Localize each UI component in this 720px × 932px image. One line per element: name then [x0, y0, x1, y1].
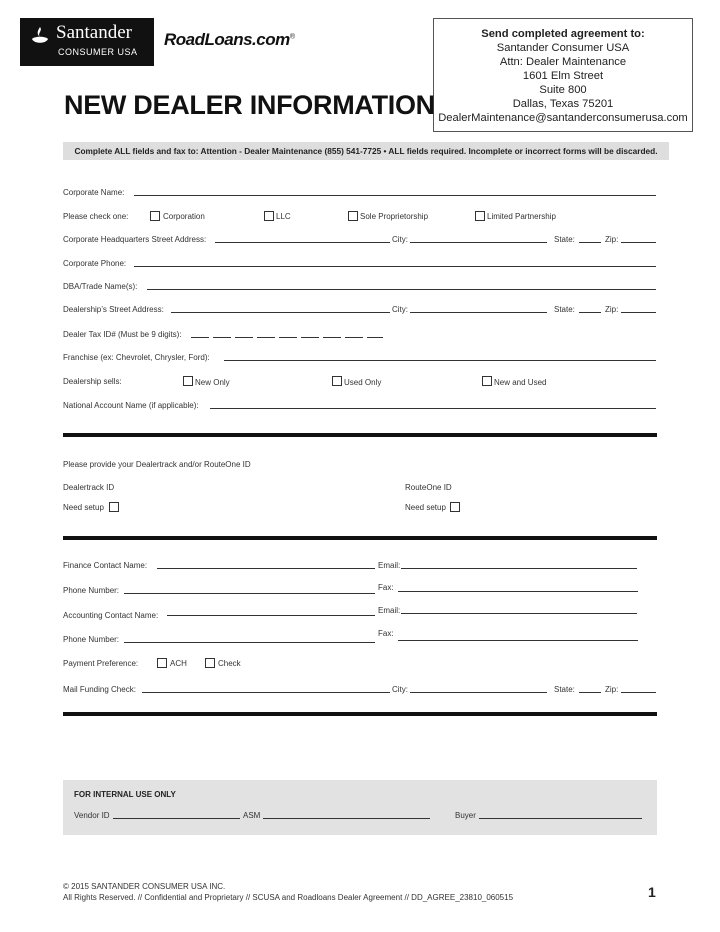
check-label: Check [218, 659, 241, 668]
dealertrack-id-label: Dealertrack ID [63, 483, 115, 492]
dealer-id-prompt: Please provide your Dealertrack and/or RouteOne ID [63, 460, 251, 469]
send-line: 1601 Elm Street [522, 70, 604, 82]
franchise-field[interactable] [224, 360, 656, 361]
finance-email-field[interactable] [401, 568, 637, 569]
llc-label: LLC [276, 212, 291, 221]
accounting-contact-field[interactable] [167, 615, 375, 616]
ach-checkbox[interactable] [157, 658, 167, 668]
flame-icon [30, 26, 50, 46]
finance-email-label: Email: [378, 561, 401, 570]
new-only-label: New Only [195, 378, 230, 387]
send-to-box [433, 18, 693, 132]
sole-proprietorship-checkbox[interactable] [348, 211, 358, 221]
tax-id-digit[interactable] [257, 337, 275, 338]
mail-state-label: State: [554, 685, 575, 694]
send-heading: Send completed agreement to: [481, 28, 645, 40]
corporate-name-field[interactable] [134, 195, 656, 196]
llc-checkbox[interactable] [264, 211, 274, 221]
finance-fax-label: Fax: [378, 583, 394, 592]
mail-zip-label: Zip: [605, 685, 619, 694]
santander-name: Santander [56, 22, 132, 43]
internal-heading: FOR INTERNAL USE ONLY [74, 790, 176, 799]
dealer-address-field[interactable] [171, 312, 390, 313]
ach-label: ACH [170, 659, 187, 668]
section-divider [63, 536, 657, 540]
dba-field[interactable] [147, 289, 656, 290]
payment-preference-label: Payment Preference: [63, 659, 139, 668]
new-and-used-checkbox[interactable] [482, 376, 492, 386]
send-email: DealerMaintenance@santanderconsumerusa.com [438, 112, 688, 124]
mail-state-field[interactable] [579, 692, 601, 693]
tax-id-digit[interactable] [213, 337, 231, 338]
dealer-city-label: City: [392, 305, 408, 314]
hq-state-field[interactable] [579, 242, 601, 243]
mail-city-field[interactable] [410, 692, 547, 693]
corporation-checkbox[interactable] [150, 211, 160, 221]
accounting-email-label: Email: [378, 606, 401, 615]
dba-label: DBA/Trade Name(s): [63, 282, 138, 291]
finance-phone-label: Phone Number: [63, 586, 120, 595]
mail-funding-field[interactable] [142, 692, 390, 693]
national-account-field[interactable] [210, 408, 656, 409]
franchise-label: Franchise (ex: Chevrolet, Chrysler, Ford): [63, 353, 210, 362]
footer-rights: All Rights Reserved. // Confidential and Proprietary // SCUSA and Roadloans Dealer Agreement // DD_AGREE_23810_060515 [63, 893, 514, 902]
check-checkbox[interactable] [205, 658, 215, 668]
hq-city-field[interactable] [410, 242, 547, 243]
dealertrack-setup-checkbox[interactable] [109, 502, 119, 512]
hq-zip-label: Zip: [605, 235, 619, 244]
used-only-checkbox[interactable] [332, 376, 342, 386]
corporate-name-label: Corporate Name: [63, 188, 125, 197]
tax-id-digit[interactable] [367, 337, 383, 338]
mail-city-label: City: [392, 685, 408, 694]
tax-id-digit[interactable] [235, 337, 253, 338]
buyer-field[interactable] [479, 818, 642, 819]
hq-state-label: State: [554, 235, 575, 244]
buyer-label: Buyer [455, 811, 476, 820]
accounting-phone-label: Phone Number: [63, 635, 120, 644]
accounting-phone-field[interactable] [124, 642, 375, 643]
tax-id-digit[interactable] [301, 337, 319, 338]
finance-contact-field[interactable] [157, 568, 375, 569]
limited-partnership-label: Limited Partnership [487, 212, 556, 221]
send-line: Suite 800 [539, 84, 587, 96]
mail-funding-label: Mail Funding Check: [63, 685, 136, 694]
send-line: Attn: Dealer Maintenance [499, 56, 627, 68]
corp-phone-label: Corporate Phone: [63, 259, 127, 268]
entity-type-label: Please check one: [63, 212, 129, 221]
page-title: NEW DEALER INFORMATION [64, 90, 435, 120]
dealer-zip-label: Zip: [605, 305, 619, 314]
section-divider [63, 712, 657, 716]
asm-field[interactable] [263, 818, 430, 819]
section-divider [63, 433, 657, 437]
copyright: © 2015 SANTANDER CONSUMER USA INC. [63, 882, 226, 891]
vendor-id-field[interactable] [113, 818, 240, 819]
send-line: Santander Consumer USA [496, 42, 630, 54]
roadloans-name: RoadLoans.com [164, 30, 290, 49]
used-only-label: Used Only [344, 378, 382, 387]
send-line: Dallas, Texas 75201 [512, 98, 614, 110]
hq-zip-field[interactable] [621, 242, 656, 243]
hq-city-label: City: [392, 235, 408, 244]
dealertrack-setup-label: Need setup [63, 503, 104, 512]
new-and-used-label: New and Used [494, 378, 547, 387]
internal-use-panel [63, 780, 657, 835]
roadloans-logo [164, 30, 294, 50]
santander-sub: CONSUMER USA [58, 47, 138, 57]
national-account-label: National Account Name (if applicable): [63, 401, 199, 410]
new-only-checkbox[interactable] [183, 376, 193, 386]
asm-label: ASM [243, 811, 261, 820]
corp-phone-field[interactable] [134, 266, 656, 267]
notice-banner: Complete ALL fields and fax to: Attention - Dealer Maintenance (855) 541-7725 • ALL fields required. Incomplete or incorrect forms will be discarded. [63, 142, 669, 160]
accounting-email-field[interactable] [401, 613, 637, 614]
dealer-state-field[interactable] [579, 312, 601, 313]
routeone-setup-label: Need setup [405, 503, 446, 512]
accounting-fax-field[interactable] [398, 640, 638, 641]
sole-proprietorship-label: Sole Proprietorship [360, 212, 429, 221]
page-number: 1 [648, 884, 656, 900]
accounting-fax-label: Fax: [378, 629, 394, 638]
dealer-zip-field[interactable] [621, 312, 656, 313]
finance-fax-field[interactable] [398, 591, 638, 592]
vendor-id-label: Vendor ID [74, 811, 110, 820]
tax-id-digit[interactable] [191, 337, 209, 338]
mail-zip-field[interactable] [621, 692, 656, 693]
finance-contact-label: Finance Contact Name: [63, 561, 148, 570]
hq-address-label: Corporate Headquarters Street Address: [63, 235, 207, 244]
tax-id-digit[interactable] [279, 337, 297, 338]
registered-mark: ® [289, 33, 295, 41]
tax-id-digit[interactable] [345, 337, 363, 338]
routeone-setup-checkbox[interactable] [450, 502, 460, 512]
dealer-city-field[interactable] [410, 312, 547, 313]
tax-id-label: Dealer Tax ID# (Must be 9 digits): [63, 330, 182, 339]
corporation-label: Corporation [163, 212, 205, 221]
routeone-id-label: RouteOne ID [405, 483, 452, 492]
dealership-sells-label: Dealership sells: [63, 377, 122, 386]
santander-logo [20, 18, 154, 66]
dealer-state-label: State: [554, 305, 575, 314]
accounting-contact-label: Accounting Contact Name: [63, 611, 159, 620]
finance-phone-field[interactable] [124, 593, 375, 594]
tax-id-digit[interactable] [323, 337, 341, 338]
hq-address-field[interactable] [215, 242, 390, 243]
dealer-address-label: Dealership’s Street Address: [63, 305, 164, 314]
limited-partnership-checkbox[interactable] [475, 211, 485, 221]
